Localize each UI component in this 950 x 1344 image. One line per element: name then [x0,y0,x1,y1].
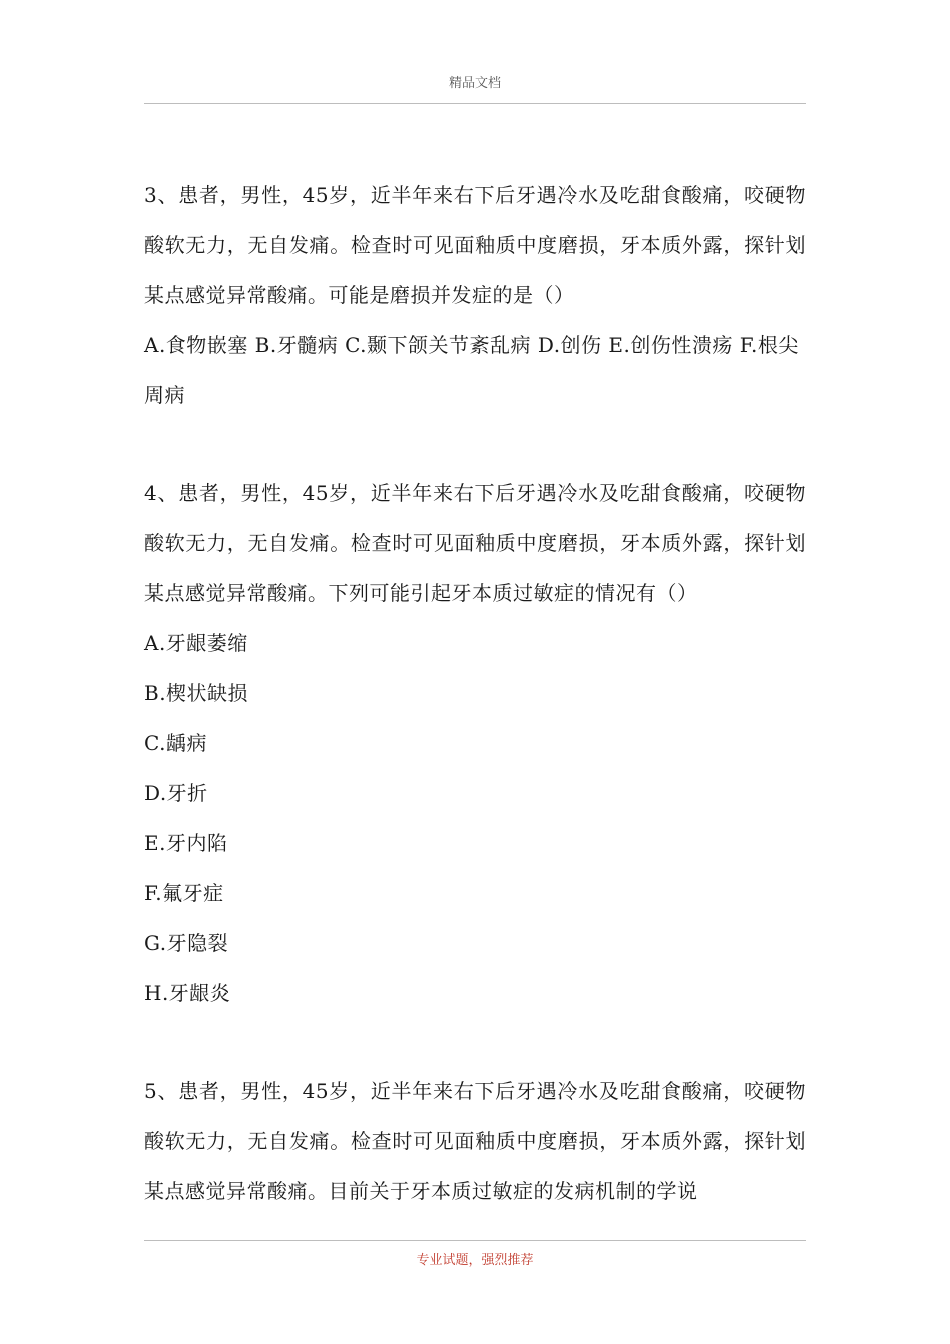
question-4-option-a: A.牙龈萎缩 [144,631,248,655]
question-5 [144,1066,806,1216]
footer-divider [144,1240,806,1241]
question-4-option-b: B.楔状缺损 [144,681,249,705]
question-4-option-g: G.牙隐裂 [144,931,229,955]
question-3 [144,170,806,420]
document-body [144,170,806,1264]
page-footer: 专业试题，强烈推荐 [416,1253,534,1268]
question-4-stem: 4、患者，男性，45岁，近半年来右下后牙遇冷水及吃甜食酸痛，咬硬物酸软无力，无自发痛。检查时可见面釉质中度磨损，牙本质外露，探针划某点感觉异常酸痛。下列可能引起牙本质过敏症的情况有（） [144,481,806,605]
question-5-stem: 5、患者，男性，45岁，近半年来右下后牙遇冷水及吃甜食酸痛，咬硬物酸软无力，无自发痛。检查时可见面釉质中度磨损，牙本质外露，探针划某点感觉异常酸痛。目前关于牙本质过敏症的发病机制的学说 [144,1079,806,1203]
question-3-options: A.食物嵌塞 B.牙髓病 C.颞下颌关节紊乱病 D.创伤 E.创伤性溃疡 F.根尖周病 [144,333,799,407]
question-4-option-f: F.氟牙症 [144,881,224,905]
question-4-option-d: D.牙折 [144,781,208,805]
header-divider [144,103,806,104]
question-4-option-h: H.牙龈炎 [144,981,231,1005]
page-header: 精品文档 [448,76,501,91]
question-4-option-c: C.龋病 [144,731,207,755]
question-4 [144,468,806,1018]
question-3-stem: 3、患者，男性，45岁，近半年来右下后牙遇冷水及吃甜食酸痛，咬硬物酸软无力，无自发痛。检查时可见面釉质中度磨损，牙本质外露，探针划某点感觉异常酸痛。可能是磨损并发症的是（） [144,183,806,307]
question-4-option-e: E.牙内陷 [144,831,228,855]
